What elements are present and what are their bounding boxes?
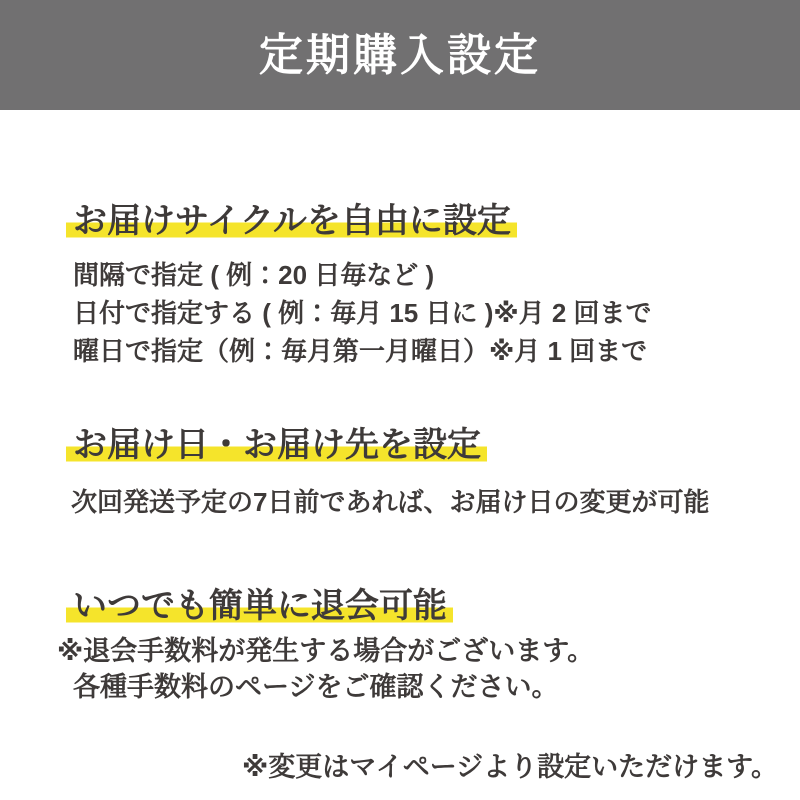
section-body-delivery-cycle <box>73 256 652 370</box>
highlighted-heading-text: お届けサイクルを自由に設定 <box>66 202 517 240</box>
section-heading-delivery-cycle <box>66 196 517 246</box>
section-heading-cancellation <box>66 581 453 631</box>
body-line-date: 日付で指定する ( 例：毎月 15 日に )※月 2 回まで <box>73 298 652 328</box>
header-bar <box>0 0 800 110</box>
highlighted-heading-text: いつでも簡単に退会可能 <box>66 587 453 625</box>
section-heading-delivery-date <box>66 420 487 470</box>
body-line-fee-page-note: 各種手数料のページをご確認ください。 <box>73 672 559 702</box>
body-line-change-rule: 次回発送予定の7日前であれば、お届け日の変更が可能 <box>71 487 710 517</box>
footnote-mypage-note: ※変更はマイページより設定いただけます。 <box>241 752 778 782</box>
highlighted-heading-text: お届け日・お届け先を設定 <box>66 426 487 464</box>
section-body-cancellation <box>57 633 594 705</box>
body-line-cancel-fee-note: ※退会手数料が発生する場合がございます。 <box>57 636 595 666</box>
body-line-weekday: 曜日で指定（例：毎月第一月曜日）※月 1 回まで <box>73 336 648 366</box>
body-line-interval: 間隔で指定 ( 例：20 日毎など ) <box>73 260 435 290</box>
section-body-delivery-date <box>71 484 709 520</box>
page-title: 定期購入設定 <box>259 31 541 80</box>
